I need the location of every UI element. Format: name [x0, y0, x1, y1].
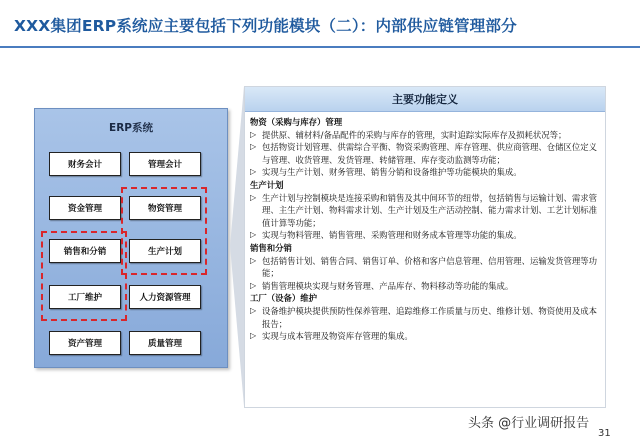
module-financial-accounting: 财务会计	[49, 152, 121, 176]
definition-content	[250, 116, 598, 343]
triangle-bullet-icon: ▷	[250, 142, 257, 152]
list-item: ▷ 提供原、辅材料/备品配件的采购与库存的管理，实时追踪实际库存及损耗状况等；	[250, 129, 567, 140]
triangle-bullet-icon: ▷	[250, 280, 257, 290]
module-materials-management: 物资管理	[129, 196, 201, 220]
page-number: 31	[598, 428, 611, 439]
module-sales-distribution: 销售和分销	[49, 239, 121, 263]
module-plant-maintenance: 工厂维护	[49, 285, 121, 309]
module-human-resources: 人力资源管理	[129, 285, 201, 309]
list-item: ▷ 包括销售计划、销售合同、销售订单、价格和客户信息管理、信用管理、运输发货管理等功能；	[250, 255, 597, 279]
module-production-planning: 生产计划	[129, 239, 201, 263]
triangle-bullet-icon: ▷	[250, 331, 257, 341]
triangle-bullet-icon: ▷	[250, 305, 257, 315]
watermark: 头条 @行业调研报告	[468, 416, 590, 431]
definition-header: 主要功能定义	[245, 87, 605, 112]
list-item: ▷ 生产计划与控制模块是连接采购和销售及其中间环节的纽带，包括销售与运输计划、需求管理、主生产计划、物料需求计划、生产计划及生产活动控制、能力需求计划、工艺计划标准值计算等功能；	[250, 192, 597, 228]
triangle-bullet-icon: ▷	[250, 255, 257, 265]
function-definition-panel	[244, 86, 606, 408]
module-quality-management: 质量管理	[129, 331, 201, 355]
callout-arrow	[230, 86, 244, 406]
section-heading-maintenance: 工厂（设备）维护	[250, 293, 317, 304]
list-item: ▷ 销售管理模块实现与财务管理、产品库存、物料移动等功能的集成。	[250, 280, 514, 291]
page-title: XXX集团ERP系统应主要包括下列功能模块（二）：内部供应链管理部分	[14, 17, 517, 35]
list-item: ▷ 设备维护模块提供预防性保养管理、追踪维修工作质量与历史、维修计划、物资使用及成本报告；	[250, 305, 597, 329]
erp-system-panel	[34, 108, 228, 368]
triangle-bullet-icon: ▷	[250, 230, 257, 240]
erp-panel-title: ERP系统	[109, 122, 153, 134]
list-item: ▷ 包括物资计划管理、供需综合平衡、物资采购管理、库存管理、供应商管理、仓储区位定义与管理、收货管理、发货管理、转储管理、库存变动监测等功能；	[250, 142, 597, 165]
list-item: ▷ 实现与成本管理及物资库存管理的集成。	[250, 331, 413, 342]
list-item: ▷ 实现与生产计划、财务管理、销售分销和设备维护等功能模块的集成。	[250, 167, 522, 178]
module-fund-management: 资金管理	[49, 196, 121, 220]
section-heading-sales: 销售和分销	[250, 242, 292, 253]
triangle-bullet-icon: ▷	[250, 192, 257, 202]
list-item: ▷ 实现与物料管理、销售管理、采购管理和财务成本管理等功能的集成。	[250, 230, 522, 241]
title-divider	[0, 46, 640, 48]
triangle-bullet-icon: ▷	[250, 167, 257, 177]
module-asset-management: 资产管理	[49, 331, 121, 355]
highlight-sales-maintenance	[41, 231, 127, 321]
module-management-accounting: 管理会计	[129, 152, 201, 176]
triangle-bullet-icon: ▷	[250, 129, 257, 139]
section-heading-materials: 物资（采购与库存）管理	[250, 117, 343, 127]
highlight-materials-production	[121, 187, 207, 275]
section-heading-production: 生产计划	[250, 179, 284, 190]
